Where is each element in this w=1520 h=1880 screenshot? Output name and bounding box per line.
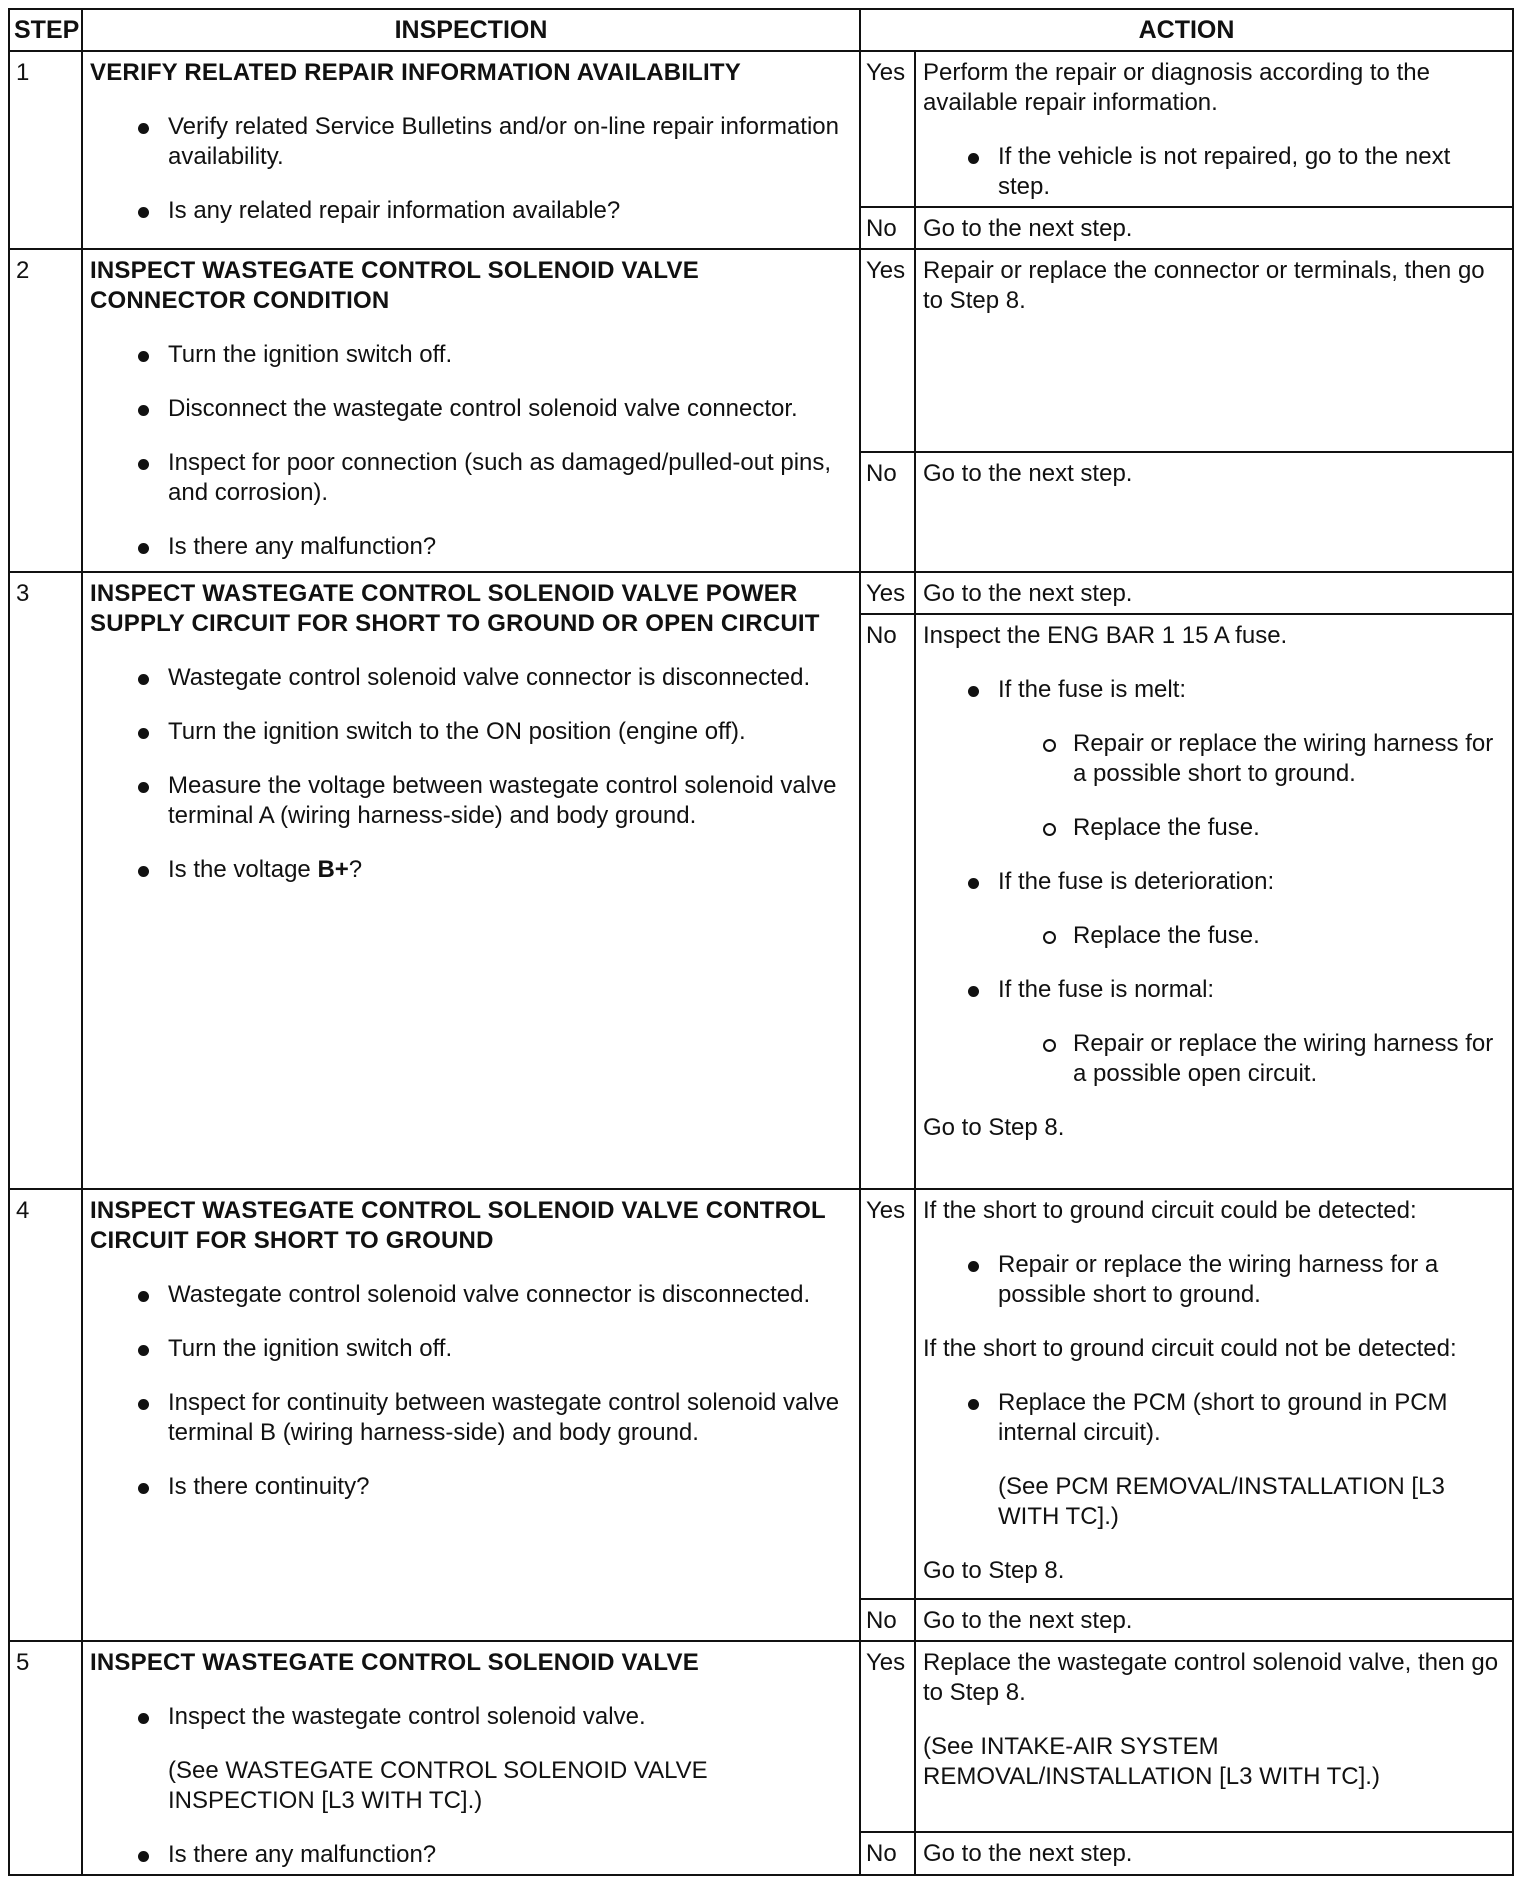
- inspection-item: Wastegate control solenoid valve connector is disconnected.: [90, 1280, 851, 1310]
- action-subbullet: Repair or replace the wiring harness for a possible open circuit.: [923, 1029, 1504, 1089]
- action-text: Go to the next step.: [923, 1840, 1133, 1868]
- yes-action-cell: [915, 1641, 1513, 1832]
- diagnostic-procedure-document: [8, 8, 1512, 1876]
- action-text: Go to the next step.: [923, 215, 1133, 243]
- action-text: Go to Step 8.: [923, 1114, 1065, 1142]
- diagnostic-table: [8, 8, 1514, 1876]
- action-text: Go to the next step.: [923, 580, 1133, 608]
- action-text: Go to the next step.: [923, 460, 1133, 488]
- inspection-item: Inspect the wastegate control solenoid valve.: [90, 1702, 851, 1732]
- inspection-item: Is there any malfunction?: [90, 532, 851, 562]
- yes-action-cell: [915, 572, 1513, 614]
- yes-label: Yes: [860, 51, 915, 207]
- action-text: Repair or replace the connector or terminals, then go to Step 8.: [923, 257, 1485, 315]
- table-row: [9, 51, 1513, 207]
- inspection-item: Turn the ignition switch off.: [90, 340, 851, 370]
- inspection-item: Is there continuity?: [90, 1472, 851, 1502]
- step-title: INSPECT WASTEGATE CONTROL SOLENOID VALVE CONTROL CIRCUIT FOR SHORT TO GROUND: [90, 1196, 826, 1254]
- no-label: No: [860, 452, 915, 572]
- no-action-cell: [915, 207, 1513, 249]
- table-row: [9, 572, 1513, 614]
- reference-text: (See PCM REMOVAL/INSTALLATION [L3 WITH TC].): [998, 1472, 1445, 1530]
- yes-action-cell: [915, 249, 1513, 452]
- inspection-item: Turn the ignition switch to the ON position (engine off).: [90, 717, 851, 747]
- header-step: STEP: [9, 9, 82, 51]
- inspection-item: Is any related repair information available?: [90, 196, 851, 226]
- yes-label: Yes: [860, 572, 915, 614]
- question-text: Is the voltage: [168, 856, 318, 884]
- inspection-cell: [82, 51, 860, 249]
- yes-action-cell: [915, 51, 1513, 207]
- no-label: No: [860, 1832, 915, 1875]
- yes-label: Yes: [860, 1189, 915, 1599]
- inspection-item: Turn the ignition switch off.: [90, 1334, 851, 1364]
- step-number: 5: [9, 1641, 82, 1875]
- inspection-item: Inspect for continuity between wastegate control solenoid valve terminal B (wiring harness-side) and body ground.: [90, 1388, 851, 1448]
- inspection-item: Is there any malfunction?: [90, 1840, 851, 1870]
- step-title: INSPECT WASTEGATE CONTROL SOLENOID VALVE CONNECTOR CONDITION: [90, 257, 699, 315]
- table-row: [9, 249, 1513, 452]
- yes-action-cell: [915, 1189, 1513, 1599]
- action-bullet: If the vehicle is not repaired, go to the next step.: [923, 142, 1504, 202]
- step-number: 4: [9, 1189, 82, 1641]
- no-action-cell: [915, 1599, 1513, 1641]
- voltage-value: B+: [317, 856, 349, 884]
- inspection-item: Inspect for poor connection (such as damaged/pulled-out pins, and corrosion).: [90, 448, 851, 508]
- no-action-cell: [915, 1832, 1513, 1875]
- action-text: Inspect the ENG BAR 1 15 A fuse.: [923, 622, 1288, 650]
- action-bullet: If the fuse is normal:: [923, 975, 1504, 1005]
- step-number: 1: [9, 51, 82, 249]
- action-text: Go to Step 8.: [923, 1556, 1065, 1584]
- no-label: No: [860, 207, 915, 249]
- yes-label: Yes: [860, 249, 915, 452]
- no-action-cell: [915, 614, 1513, 1188]
- table-row: [9, 1189, 1513, 1599]
- inspection-question: [90, 855, 851, 885]
- action-bullet: Replace the PCM (short to ground in PCM internal circuit).: [923, 1388, 1504, 1448]
- no-label: No: [860, 1599, 915, 1641]
- step-number: 2: [9, 249, 82, 572]
- step-title: INSPECT WASTEGATE CONTROL SOLENOID VALVE: [90, 1648, 699, 1676]
- action-text: If the short to ground circuit could not be detected:: [923, 1334, 1457, 1362]
- action-subbullet: Replace the fuse.: [923, 813, 1504, 843]
- inspection-cell: [82, 1641, 860, 1875]
- reference-text: (See INTAKE-AIR SYSTEM REMOVAL/INSTALLATION [L3 WITH TC].): [923, 1732, 1380, 1790]
- table-header-row: [9, 9, 1513, 51]
- yes-label: Yes: [860, 1641, 915, 1832]
- action-bullet: If the fuse is deterioration:: [923, 867, 1504, 897]
- inspection-cell: [82, 572, 860, 1188]
- question-mark: ?: [348, 856, 363, 884]
- inspection-cell: [82, 249, 860, 572]
- action-bullet: If the fuse is melt:: [923, 675, 1504, 705]
- action-subbullet: Replace the fuse.: [923, 921, 1504, 951]
- action-text: Go to the next step.: [923, 1606, 1133, 1634]
- header-inspection: INSPECTION: [82, 9, 860, 51]
- no-label: No: [860, 614, 915, 1188]
- no-action-cell: [915, 452, 1513, 572]
- step-title: VERIFY RELATED REPAIR INFORMATION AVAILABILITY: [90, 59, 741, 87]
- action-subbullet: Repair or replace the wiring harness for a possible short to ground.: [923, 729, 1504, 789]
- action-text: Replace the wastegate control solenoid valve, then go to Step 8.: [923, 1648, 1499, 1706]
- action-bullet: Repair or replace the wiring harness for a possible short to ground.: [923, 1250, 1504, 1310]
- action-text: Perform the repair or diagnosis according to the available repair information.: [923, 59, 1430, 117]
- action-text: If the short to ground circuit could be detected:: [923, 1196, 1417, 1224]
- inspection-cell: [82, 1189, 860, 1641]
- header-action: ACTION: [860, 9, 1513, 51]
- inspection-item: Measure the voltage between wastegate control solenoid valve terminal A (wiring harness-side) and body ground.: [90, 771, 851, 831]
- step-number: 3: [9, 572, 82, 1188]
- table-row: [9, 1641, 1513, 1832]
- reference-text: (See WASTEGATE CONTROL SOLENOID VALVE INSPECTION [L3 WITH TC].): [168, 1756, 708, 1814]
- inspection-item: Wastegate control solenoid valve connector is disconnected.: [90, 663, 851, 693]
- inspection-item: Disconnect the wastegate control solenoid valve connector.: [90, 394, 851, 424]
- step-title: INSPECT WASTEGATE CONTROL SOLENOID VALVE POWER SUPPLY CIRCUIT FOR SHORT TO GROUND OR OPEN CIRCUIT: [90, 580, 820, 638]
- inspection-item: Verify related Service Bulletins and/or on-line repair information availability.: [90, 112, 851, 172]
